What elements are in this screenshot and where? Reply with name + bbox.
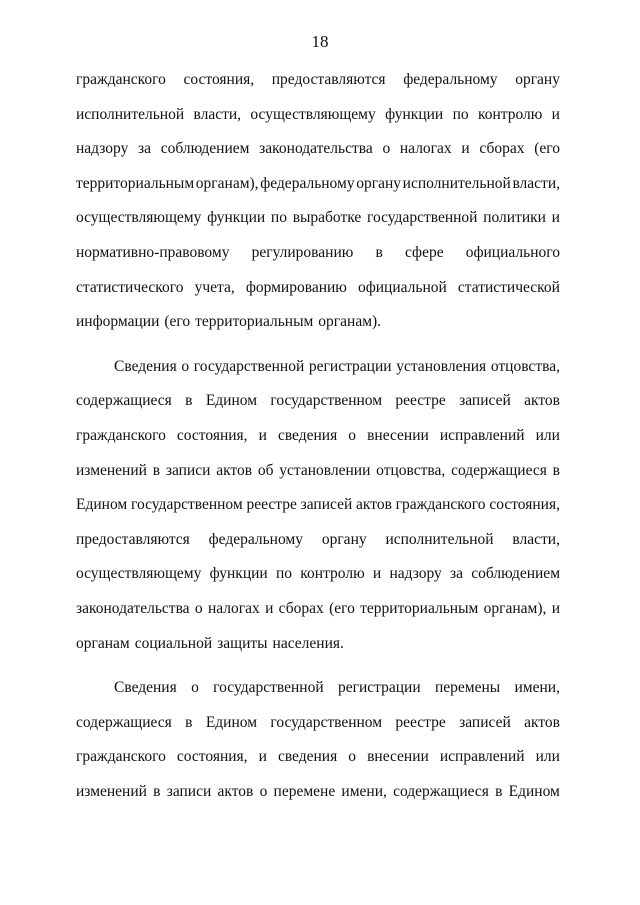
word: регистрации (337, 679, 421, 697)
word: содержащиеся (393, 783, 489, 800)
word: (его (164, 313, 191, 331)
word: Сведения (114, 357, 177, 375)
text-line (76, 278, 560, 298)
page-number: 18 (311, 32, 329, 51)
text-line (76, 174, 560, 194)
word: сборах (278, 600, 324, 617)
word: в (185, 392, 193, 410)
word: в (552, 461, 560, 479)
word: гражданского (76, 427, 166, 444)
word: исправлений (439, 427, 525, 444)
text-line (76, 461, 560, 481)
word: содержащиеся (76, 392, 172, 410)
word: соблюдением (160, 140, 250, 158)
word: гражданского (395, 496, 486, 514)
word: статистической (457, 278, 560, 296)
word: содержащиеся (451, 461, 547, 479)
word: сведения (277, 427, 338, 444)
word: органам), (195, 174, 259, 192)
word: федеральному (260, 174, 355, 192)
word: сведения (277, 748, 338, 766)
word: функции (385, 105, 444, 123)
word: в (152, 461, 161, 479)
word: о (191, 679, 199, 697)
word: записей (459, 713, 511, 731)
word: о (181, 357, 190, 375)
word: за (138, 140, 152, 158)
text-line (76, 634, 560, 654)
word: государственном (131, 496, 243, 514)
word: перемене (273, 783, 336, 800)
word: записей (300, 496, 353, 514)
text-line (76, 530, 560, 550)
word: статистического (76, 278, 184, 296)
word: осуществляющему (76, 565, 202, 583)
word: реестре (395, 392, 446, 410)
word: и (461, 140, 470, 158)
word: исполнительной (385, 530, 494, 548)
word: Едином (508, 783, 560, 800)
word: изменений (76, 461, 147, 479)
word: политики (483, 209, 546, 227)
word: реестре (395, 713, 446, 731)
text-line (76, 312, 560, 332)
word: в (375, 244, 383, 261)
word: отцовства, (490, 357, 560, 375)
word: исполнительной (402, 174, 511, 192)
word: территориальным (360, 600, 479, 617)
word: исправлений (439, 748, 525, 766)
word: защиты (217, 634, 268, 652)
word: предоставляются (76, 530, 190, 548)
word: налогах (207, 600, 260, 617)
word: о (194, 600, 203, 617)
word: контролю (477, 105, 543, 123)
text-line (76, 391, 560, 411)
word: состояния, (489, 496, 560, 514)
word: федеральному (403, 71, 498, 88)
word: налогах (399, 140, 452, 158)
word: в (495, 783, 503, 800)
word: или (535, 427, 560, 444)
word: надзору (76, 140, 129, 158)
text-line (76, 495, 560, 515)
word: актов (356, 496, 392, 514)
word: содержащиеся (76, 713, 172, 731)
text-line (76, 243, 560, 263)
word: и (258, 748, 267, 766)
word: и (551, 105, 560, 123)
word: перемены (434, 679, 501, 697)
word: социальной (134, 634, 213, 652)
word: надзору (389, 565, 442, 583)
word: изменений (76, 783, 147, 800)
word: законодательства (76, 600, 190, 617)
word: записей (459, 392, 511, 410)
word: о (382, 140, 391, 158)
word: имени, (341, 783, 387, 800)
word: записи (165, 461, 211, 479)
word: о (348, 427, 357, 444)
word: функции (207, 209, 266, 227)
word: сборах (479, 140, 525, 158)
word: в (185, 713, 193, 731)
word: сфере (404, 244, 444, 261)
word: органу (321, 530, 367, 548)
text-line (76, 208, 560, 228)
word: государственной (367, 209, 478, 227)
word: государственном (270, 392, 383, 410)
word: и (258, 427, 267, 444)
text-line (114, 357, 560, 377)
word: и (372, 565, 382, 583)
word: исполнительной (76, 105, 185, 123)
text-line (76, 599, 560, 619)
word: власти, (193, 105, 242, 123)
word: состояния, (183, 71, 255, 88)
word: актов (216, 461, 253, 479)
word: установлении (279, 461, 371, 479)
word: по (452, 105, 469, 123)
word: состояния, (176, 427, 248, 444)
word: (его (329, 600, 355, 617)
word: состояния, (176, 748, 248, 766)
word: органам (76, 634, 130, 652)
word: установления (396, 357, 487, 375)
word: и (551, 600, 560, 617)
word: регулированию (251, 244, 354, 261)
word: реестре (246, 496, 297, 514)
word: законодательства (259, 140, 373, 158)
word: соблюдением (471, 565, 560, 583)
text-line (114, 678, 560, 698)
word: об (257, 461, 274, 479)
word: власти, (512, 174, 560, 192)
word: о (348, 748, 357, 766)
text-line (76, 105, 560, 125)
word: предоставляются (271, 71, 386, 88)
word: о (259, 783, 268, 800)
word: актов (524, 713, 560, 731)
word: осуществляющему (76, 209, 202, 227)
word: по (275, 565, 293, 583)
text-line (76, 70, 560, 90)
word: федеральному (208, 530, 303, 548)
word: официального (465, 244, 560, 261)
word: функции (209, 565, 268, 583)
word: официальной (357, 278, 447, 296)
word: гражданского (76, 71, 166, 88)
word: Едином (205, 392, 258, 410)
word: регистрации (308, 357, 392, 375)
text-line (76, 564, 560, 584)
word: выработке (292, 209, 362, 227)
text-line (76, 426, 560, 446)
word: записи (166, 783, 212, 800)
word: органам), (483, 600, 547, 617)
word: имени, (514, 679, 560, 697)
word: органу (356, 174, 402, 192)
text-line (76, 713, 560, 733)
word: или (535, 748, 560, 766)
text-line (76, 139, 560, 159)
word: органам). (318, 313, 382, 331)
text-line (76, 782, 560, 802)
word: территориальным (195, 313, 314, 331)
word: внесении (367, 748, 429, 766)
word: нормативно-правовому (76, 244, 230, 261)
word: гражданского (76, 748, 166, 766)
text-line (76, 747, 560, 767)
word: учета, (194, 278, 235, 296)
word: информации (76, 313, 160, 331)
word: (его (534, 140, 560, 158)
word: государственной (193, 357, 305, 375)
word: власти, (512, 530, 560, 548)
word: территориальным (76, 174, 195, 192)
word: Сведения (114, 679, 177, 697)
word: отцовства, (376, 461, 446, 479)
word: Едином (205, 713, 258, 731)
word: в (153, 783, 161, 800)
word: контролю (300, 565, 365, 583)
word: внесении (367, 427, 429, 444)
word: государственном (270, 713, 383, 731)
word: и (551, 209, 560, 227)
word: за (450, 565, 464, 583)
word: органу (515, 71, 560, 88)
word: актов (524, 392, 560, 410)
word: государственной (213, 679, 324, 697)
word: формированию (245, 278, 347, 296)
word: осуществляющему (250, 105, 376, 123)
word: населения. (272, 634, 344, 652)
word: и (265, 600, 274, 617)
word: Едином (76, 496, 128, 514)
word: актов (217, 783, 254, 800)
word: по (270, 209, 287, 227)
